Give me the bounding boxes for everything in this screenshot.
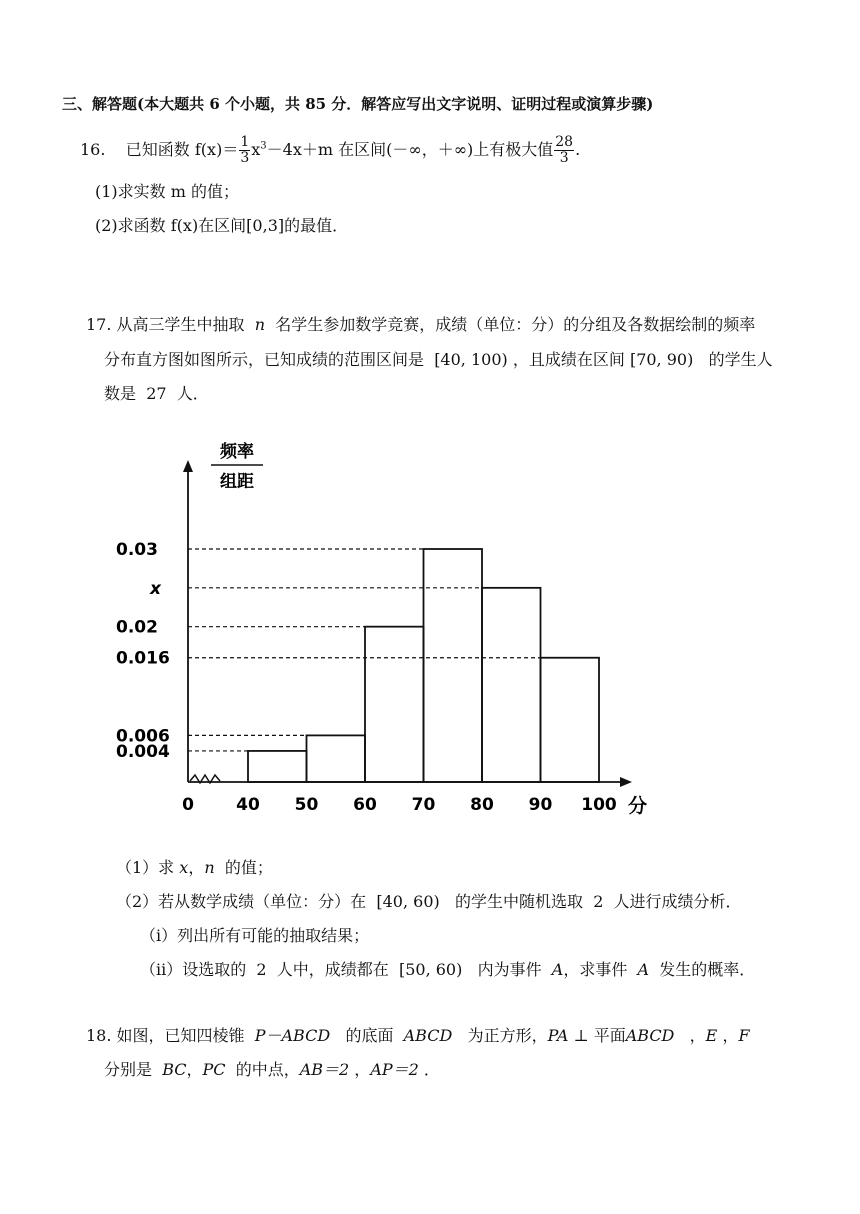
- math-expression: AP＝2: [370, 1060, 419, 1079]
- x-axis-arrow: [620, 777, 632, 787]
- histogram-bar-[60,70): [365, 627, 424, 782]
- stem-text: 名学生参加数学竞赛，成绩（单位：分）的分组及各数据绘制的频率: [275, 315, 756, 334]
- question-17-part-1: [116, 858, 273, 878]
- stem-text: 已知函数 f(x)＝: [125, 140, 239, 159]
- stem-text: （2）若从数学成绩（单位：分）在: [116, 892, 367, 911]
- section-heading: 三、解答题(本大题共 6 个小题，共 85 分．解答应写出文字说明、证明过程或演算步骤): [62, 95, 654, 113]
- stem-text: （ii）设选取的: [140, 960, 247, 979]
- question-17-line-3: [104, 384, 209, 404]
- question-17-line-1: [86, 315, 755, 335]
- stem-text: 内为事件: [477, 960, 542, 979]
- stem-text: ，: [186, 1060, 203, 1079]
- math-variable: x: [179, 858, 189, 877]
- stem-text: 人进行成绩分析．: [613, 892, 742, 911]
- question-17-line-2: [104, 350, 773, 370]
- question-17-part-2-i: （i）列出所有可能的抽取结果；: [140, 926, 370, 945]
- y-axis-arrow: [183, 460, 193, 472]
- stem-text: 分别是: [104, 1060, 153, 1079]
- y-tick-label: 0.02: [116, 617, 158, 638]
- numerator: 1: [240, 134, 250, 150]
- math-number: 2: [256, 960, 267, 979]
- stem-text: 的学生人: [708, 350, 773, 369]
- stem-text: 的学生中随机选取: [455, 892, 584, 911]
- math-variable: E: [705, 1026, 718, 1045]
- y-tick-label: 0.006: [116, 726, 170, 747]
- stem-text: 为正方形，: [467, 1026, 548, 1045]
- histogram-bar-[50,60): [307, 735, 366, 782]
- stem-text: 的值；: [224, 858, 273, 877]
- math-variable: n: [254, 315, 266, 334]
- histogram-bar-[80,90): [482, 588, 541, 782]
- stem-text: 发生的概率．: [659, 960, 756, 979]
- y-tick-label: x: [150, 578, 161, 599]
- stem-text: 人．: [176, 384, 209, 403]
- stem-text: 平面: [593, 1026, 626, 1045]
- stem-text: 17. 从高三学生中抽取: [86, 315, 245, 334]
- math-variable: n: [204, 858, 215, 877]
- math-expression: PA: [547, 1026, 569, 1045]
- y-tick-label: 0.016: [116, 648, 170, 669]
- stem-text: ，: [722, 1026, 739, 1045]
- y-tick-label: 0.03: [116, 540, 158, 560]
- denominator: 3: [240, 150, 250, 166]
- stem-text: 的中点，: [235, 1060, 300, 1079]
- x-tick-label: 50: [294, 795, 319, 815]
- math-expression: P－ABCD: [254, 1026, 331, 1045]
- question-18-line-2: [104, 1060, 440, 1080]
- question-number: 16.: [80, 140, 106, 159]
- stem-text: 分布直方图如图所示，已知成绩的范围区间是: [104, 350, 425, 369]
- stem-text: 的底面: [345, 1026, 394, 1045]
- math-interval: [40, 100): [434, 350, 508, 369]
- question-17-part-2-ii: [140, 960, 755, 980]
- stem-text: ，: [354, 1060, 371, 1079]
- math-variable: F: [738, 1026, 750, 1045]
- math-interval: [40, 60): [376, 892, 440, 911]
- exponent: 3: [260, 140, 267, 152]
- math-number: 2: [593, 892, 604, 911]
- x-axis-label: 分: [628, 795, 648, 817]
- histogram-bar-[70,80): [424, 549, 483, 782]
- x-tick-label: 0: [182, 795, 194, 815]
- math-expression: ABCD: [625, 1026, 675, 1045]
- stem-text: 人中，成绩都在: [276, 960, 389, 979]
- x-tick-label: 100: [581, 795, 617, 815]
- stem-text: －4x＋m 在区间(－∞，＋∞)上有极大值: [266, 140, 554, 159]
- fraction: [239, 135, 250, 166]
- stem-text: ，且成绩在区间: [512, 350, 625, 369]
- x-tick-label: 80: [470, 795, 494, 815]
- math-interval: [70, 90): [629, 350, 694, 369]
- fraction: [554, 135, 574, 166]
- question-16-part-1: (1)求实数 m 的值；: [95, 182, 240, 201]
- y-axis-label-denominator: 组距: [220, 472, 254, 492]
- question-16-part-2: (2)求函数 f(x)在区间[0,3]的最值．: [95, 216, 349, 235]
- stem-text: ，: [188, 858, 205, 877]
- x-tick-label: 60: [353, 795, 377, 815]
- denominator: 3: [559, 150, 569, 166]
- histogram-bar-[90,100): [541, 658, 600, 782]
- stem-text: ．: [423, 1060, 440, 1079]
- y-axis-label-numerator: 频率: [220, 442, 254, 462]
- numerator: 28: [555, 134, 574, 150]
- stem-text: ，求事件: [563, 960, 628, 979]
- math-expression: AB＝2: [299, 1060, 350, 1079]
- math-variable: A: [637, 960, 650, 979]
- math-expression: BC: [162, 1060, 187, 1079]
- stem-text: .: [575, 140, 581, 159]
- x-tick-label: 40: [236, 795, 260, 815]
- y-tick-label: 0.004: [116, 741, 170, 762]
- stem-text: x: [251, 140, 261, 159]
- frequency-histogram: [110, 432, 670, 832]
- x-tick-label: 70: [411, 795, 436, 815]
- question-17-part-2: [116, 892, 742, 912]
- question-16-stem: [80, 135, 580, 166]
- stem-text: 18. 如图，已知四棱锥: [86, 1026, 245, 1045]
- stem-text: （1）求: [116, 858, 175, 877]
- stem-text: ，: [689, 1026, 706, 1045]
- math-interval: [50, 60): [398, 960, 463, 979]
- math-expression: ABCD: [403, 1026, 453, 1045]
- question-18-line-1: [86, 1026, 750, 1046]
- x-tick-label: 90: [528, 795, 553, 815]
- stem-text: 数是: [104, 384, 137, 403]
- histogram-bar-[40,50): [248, 751, 307, 782]
- perpendicular-symbol: ⊥: [573, 1026, 589, 1045]
- math-number: 27: [146, 384, 167, 403]
- math-variable: A: [551, 960, 564, 979]
- math-expression: PC: [202, 1060, 226, 1079]
